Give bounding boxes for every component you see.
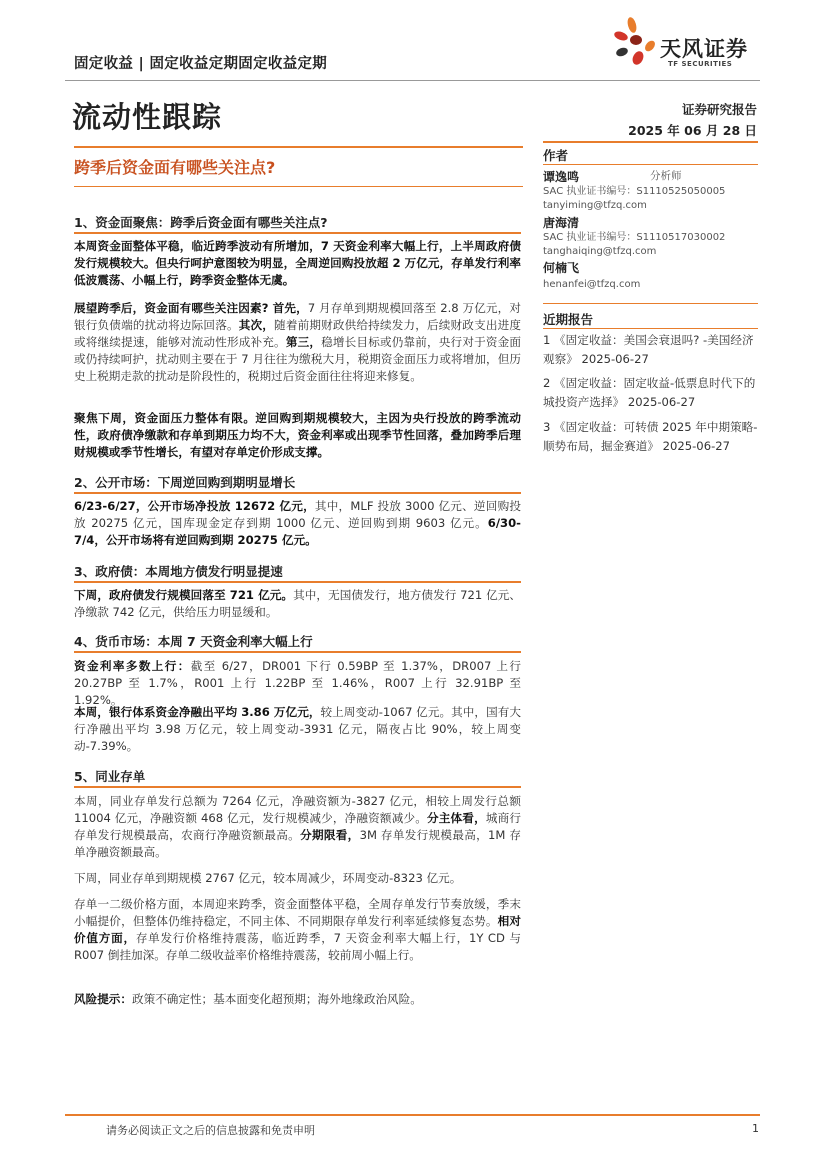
report-link-3[interactable]: 3 《固定收益：可转债 2025 年中期策略-顺势布局，掘金赛道》 2025-06-27 [543,420,758,453]
section-2-heading: 2、公开市场：下周逆回购到期明显增长 [74,475,296,490]
header-divider [65,80,760,81]
tf-logo-icon [612,16,662,70]
risk-warning: 风险提示：政策不确定性；基本面变化超预期；海外地缘政治风险。 [74,992,422,1006]
author-sac: SAC 执业证书编号：S1110525050005 [543,186,726,197]
page-number: 1 [752,1122,759,1135]
section-1-para-2: 展望跨季后，资金面有哪些关注因素? 首先，7 月存单到期规模回落至 2.8 万亿元，对银行负债端的扰动将边际回落。其次，随着前期财政供给持续发力，后续财政支出进度或将继续提速，能够对流动性形成补充。第三，稳增长目标或仍靠前，央行对于资金面或仍持续呵护，扰动则主要在于 7 月往往为缴税大月，税期资金面压力或将增加，但历史上税期走款的扰动是阶段性的，税期过后资金面往往将迎来修复。 [74,301,521,383]
recent-reports-heading: 近期报告 [543,312,594,327]
section-4-heading: 4、货币市场：本周 7 天资金利率大幅上行 [74,634,313,649]
side-rule-top [543,141,758,143]
report-link-1[interactable]: 1 《固定收益：美国会衰退吗? -美国经济观察》 2025-06-27 [543,333,754,366]
author-name: 何楠飞 [543,261,580,275]
report-type: 证券研究报告 [681,102,757,117]
section-3-bar [74,581,521,583]
section-2-para: 6/23-6/27，公开市场净投放 12672 亿元，其中，MLF 投放 3000 亿元、逆回购投放 20275 亿元，国库现金定存到期 1000 亿元、逆回购到期 9603 亿元。6/30-7/4，公开市场将有逆回购到期 20275 亿元。 [74,499,521,547]
section-5-para-3: 存单一二级价格方面，本周迎来跨季，资金面整体平稳，全周存单发行节奏放缓，季末小幅提价，但整体仍维持稳定，不同主体、不同期限存单发行利率延续修复态势。相对价值方面，存单发行价格维持震荡，临近跨季，7 天资金利率大幅上行，1Y CD 与 R007 倒挂加深。存单二级收益率价格维持震荡，较前周小幅上行。 [74,897,521,962]
author-email[interactable]: tanghaiqing@tfzq.com [543,246,657,257]
section-1-bar [74,232,521,234]
author-3 [543,259,758,292]
logo-en-text: TF SECURITIES [668,60,733,68]
section-1-heading: 1、资金面聚焦：跨季后资金面有哪些关注点? [74,215,328,230]
reports-rule [543,328,758,329]
author-email[interactable]: henanfei@tfzq.com [543,279,641,290]
section-3-heading: 3、政府债：本周地方债发行明显提速 [74,564,283,579]
page-title: 流动性跟踪 [72,100,223,134]
title-rule [74,146,523,148]
report-link-2[interactable]: 2 《固定收益：固定收益-低票息时代下的城投资产选择》 2025-06-27 [543,376,756,409]
author-sac: SAC 执业证书编号：S1110517030002 [543,232,726,243]
section-5-para-1: 本周，同业存单发行总额为 7264 亿元，净融资额为-3827 亿元，相较上周发行总额 11004 亿元，净融资额 468 亿元，发行规模减少，净融资额减少。分主体看，城商行存单发行规模最高，农商行净融资额最高。分期限看，3M 存单发行规模最高，1M 存单净融资额最高。 [74,794,521,859]
section-1-para-3: 聚焦下周，资金面压力整体有限。逆回购到期规模较大，主因为央行投放的跨季流动性，政府债净缴款和存单到期压力均不大，资金利率或出现季节性回落，叠加跨季后理财规模或季节性增长，有望对存单定价形成支撑。 [74,411,521,459]
section-2-bar [74,492,521,494]
subtitle-rule [74,186,523,187]
section-5-heading: 5、同业存单 [74,769,146,784]
disclaimer-text: 请务必阅读正文之后的信息披露和免责申明 [106,1124,315,1137]
logo-cn-text: 天风证券 [660,37,748,61]
section-4-para-2: 本周，银行体系资金净融出平均 3.86 万亿元，较上周变动-1067 亿元。其中，国有大行净融出平均 3.98 万亿元，较上周变动-3931 亿元，隔夜占比 90%，较上周变动-7.39%。 [74,705,521,753]
subtitle: 跨季后资金面有哪些关注点? [74,158,276,177]
section-4-para-1: 资金利率多数上行：截至 6/27，DR001 下行 0.59BP 至 1.37%，DR007 上行 20.27BP 至 1.7%，R001 上行 1.22BP 至 1.46%，R007 上行 32.91BP 至 1.92%。 [74,659,521,707]
author-name: 谭逸鸣 [543,170,580,184]
report-date: 2025 年 06 月 28 日 [628,123,757,138]
section-3-para: 下周，政府债发行规模回落至 721 亿元。其中，无国债发行，地方债发行 721 亿元、净缴款 742 亿元，供给压力明显缓和。 [74,588,521,619]
footer-rule [65,1114,760,1116]
report-category: 固定收益 | 固定收益定期固定收益定期 [74,56,328,72]
section-4-bar [74,651,521,653]
reports-top-rule [543,303,758,304]
authors-rule [543,164,758,165]
section-5-para-2: 下周，同业存单到期规模 2767 亿元，较本周减少，环周变动-8323 亿元。 [74,871,462,885]
section-1-para-1: 本周资金面整体平稳，临近跨季波动有所增加，7 天资金利率大幅上行，上半周政府债发行规模较大。但央行呵护意图较为明显，全周逆回购投放超 2 万亿元，存单发行利率低波震荡、小幅上行，跨季资金整体无虞。 [74,239,521,287]
author-email[interactable]: tanyiming@tfzq.com [543,200,647,211]
author-1 [543,168,758,213]
author-role: 分析师 [650,170,682,182]
authors-heading: 作者 [543,148,569,163]
author-2 [543,214,758,259]
section-5-bar [74,786,521,788]
author-name: 唐海清 [543,216,580,230]
